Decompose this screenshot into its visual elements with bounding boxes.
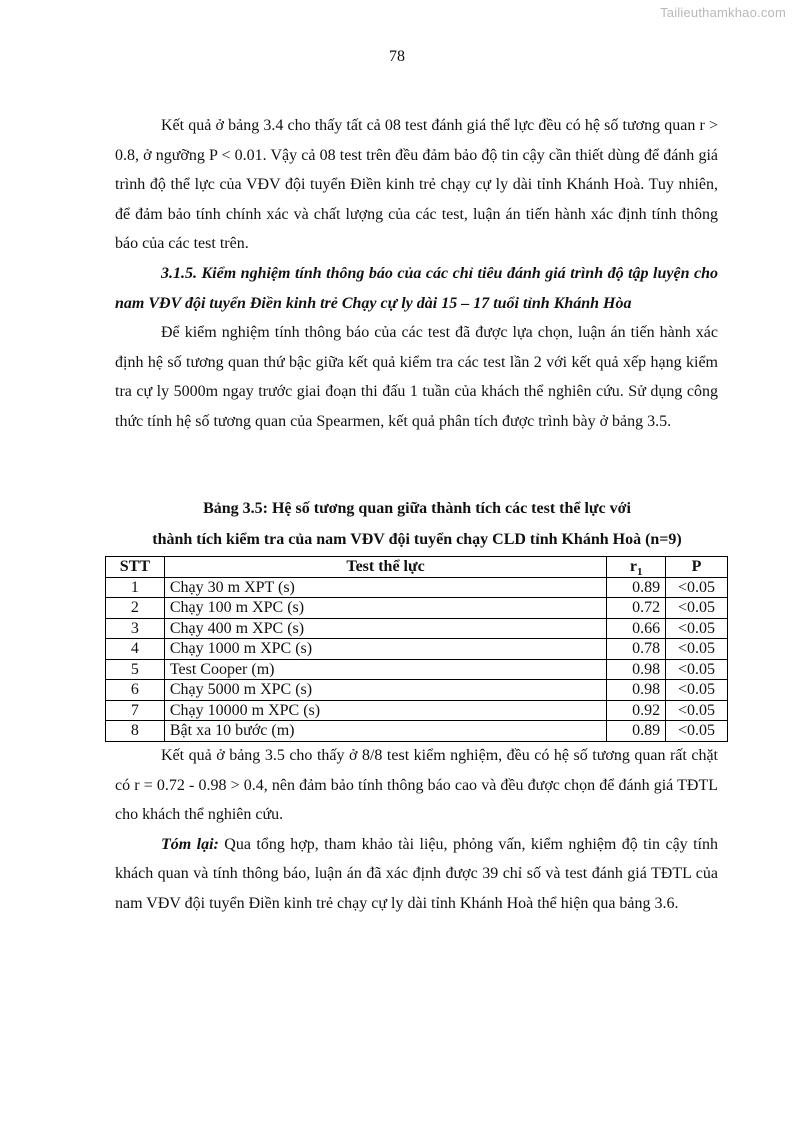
cell-stt: 6 — [106, 680, 165, 701]
cell-p: <0.05 — [666, 700, 728, 721]
cell-r1: 0.92 — [607, 700, 666, 721]
cell-stt: 1 — [106, 577, 165, 598]
cell-r1: 0.72 — [607, 598, 666, 619]
cell-r1: 0.66 — [607, 618, 666, 639]
cell-test: Chạy 10000 m XPC (s) — [164, 700, 606, 721]
table-row — [106, 598, 728, 619]
cell-p: <0.05 — [666, 577, 728, 598]
cell-test: Chạy 400 m XPC (s) — [164, 618, 606, 639]
header-stt: STT — [106, 557, 165, 578]
table-row — [106, 680, 728, 701]
cell-stt: 5 — [106, 659, 165, 680]
cell-r1: 0.98 — [607, 680, 666, 701]
header-r-sub: 1 — [636, 566, 643, 579]
paragraph-summary — [115, 830, 718, 919]
table-caption-line-1: Bảng 3.5: Hệ số tương quan giữa thành tích các test thể lực với — [203, 500, 631, 517]
table-row — [106, 577, 728, 598]
header-r-base: r — [629, 558, 637, 576]
cell-p: <0.05 — [666, 618, 728, 639]
paragraph-method-spearman: Để kiểm nghiệm tính thông báo của các test đã được lựa chọn, luận án tiến hành xác định hệ số tương quan thứ bậc giữa kết quả kiểm tra các test lần 2 với kết quả xếp hạng kiểm tra cự ly 5000m ngay trước giai đoạn thi đấu 1 tuần của khách thể nghiên cứu. Sử dụng công thức tính hệ số tương quan của Spearmen, kết quả phân tích được trình bày ở bảng 3.5. — [115, 324, 718, 430]
cell-p: <0.05 — [666, 639, 728, 660]
table-caption — [90, 493, 744, 555]
paragraph-results-table-3-5: Kết quả ở bảng 3.5 cho thấy ở 8/8 test kiểm nghiệm, đều có hệ số tương quan rất chặt có r = 0.72 - 0.98 > 0.4, nên đảm bảo tính thông báo cao và đều được chọn để đánh giá TĐTL cho khách thể nghiên cứu. — [115, 747, 718, 824]
paragraph-results-table-3-4: Kết quả ở bảng 3.4 cho thấy tất cả 08 test đánh giá thể lực đều có hệ số tương quan r > 0.8, ở ngưỡng P < 0.01. Vậy cả 08 test trên đều đảm bảo độ tin cậy cần thiết dùng để đánh giá trình độ thể lực của VĐV đội tuyển Điền kinh trẻ chạy cự ly dài tỉnh Khánh Hoà. Tuy nhiên, để đảm bảo tính chính xác và chất lượng của các test, luận án tiến hành xác định tính thông báo của các test trên. — [115, 117, 718, 253]
summary-text: Qua tổng hợp, tham khảo tài liệu, phỏng vấn, kiểm nghiệm độ tin cậy tính khách quan và tính thông báo, luận án đã xác định được 39 chỉ số và test đánh giá TĐTL của nam VĐV đội tuyển Điền kinh trẻ chạy cự ly dài tỉnh Khánh Hoà thể hiện qua bảng 3.6. — [115, 835, 719, 912]
watermark: Tailieuthamkhao.com — [660, 5, 786, 20]
table-row — [106, 618, 728, 639]
cell-p: <0.05 — [666, 680, 728, 701]
table-row — [106, 721, 728, 742]
cell-p: <0.05 — [666, 659, 728, 680]
cell-stt: 4 — [106, 639, 165, 660]
table-row — [106, 700, 728, 721]
header-test: Test thể lực — [164, 557, 606, 578]
cell-p: <0.05 — [666, 721, 728, 742]
cell-r1: 0.98 — [607, 659, 666, 680]
header-p: P — [666, 557, 728, 578]
correlation-table — [105, 556, 728, 742]
cell-test: Bật xa 10 bước (m) — [164, 721, 606, 742]
summary-label: Tóm lại: — [161, 835, 219, 853]
cell-stt: 7 — [106, 700, 165, 721]
cell-test: Test Cooper (m) — [164, 659, 606, 680]
table-row — [106, 659, 728, 680]
table-caption-line-2: thành tích kiểm tra của nam VĐV đội tuyển chạy CLD tỉnh Khánh Hoà (n=9) — [152, 531, 682, 548]
cell-stt: 8 — [106, 721, 165, 742]
page-number: 78 — [389, 48, 405, 65]
section-heading-3-1-5: 3.1.5. Kiểm nghiệm tính thông báo của các chỉ tiêu đánh giá trình độ tập luyện cho nam VĐV đội tuyển Điền kinh trẻ Chạy cự ly dài 15 – 17 tuổi tỉnh Khánh Hòa — [115, 264, 718, 312]
cell-r1: 0.89 — [607, 721, 666, 742]
body-text-lower — [115, 741, 718, 919]
cell-stt: 3 — [106, 618, 165, 639]
cell-test: Chạy 5000 m XPC (s) — [164, 680, 606, 701]
table-row — [106, 639, 728, 660]
cell-r1: 0.78 — [607, 639, 666, 660]
cell-test: Chạy 1000 m XPC (s) — [164, 639, 606, 660]
cell-r1: 0.89 — [607, 577, 666, 598]
body-text-upper — [115, 111, 718, 437]
cell-test: Chạy 100 m XPC (s) — [164, 598, 606, 619]
cell-test: Chạy 30 m XPT (s) — [164, 577, 606, 598]
cell-p: <0.05 — [666, 598, 728, 619]
cell-stt: 2 — [106, 598, 165, 619]
header-r1 — [607, 557, 666, 578]
table-header-row — [106, 557, 728, 578]
